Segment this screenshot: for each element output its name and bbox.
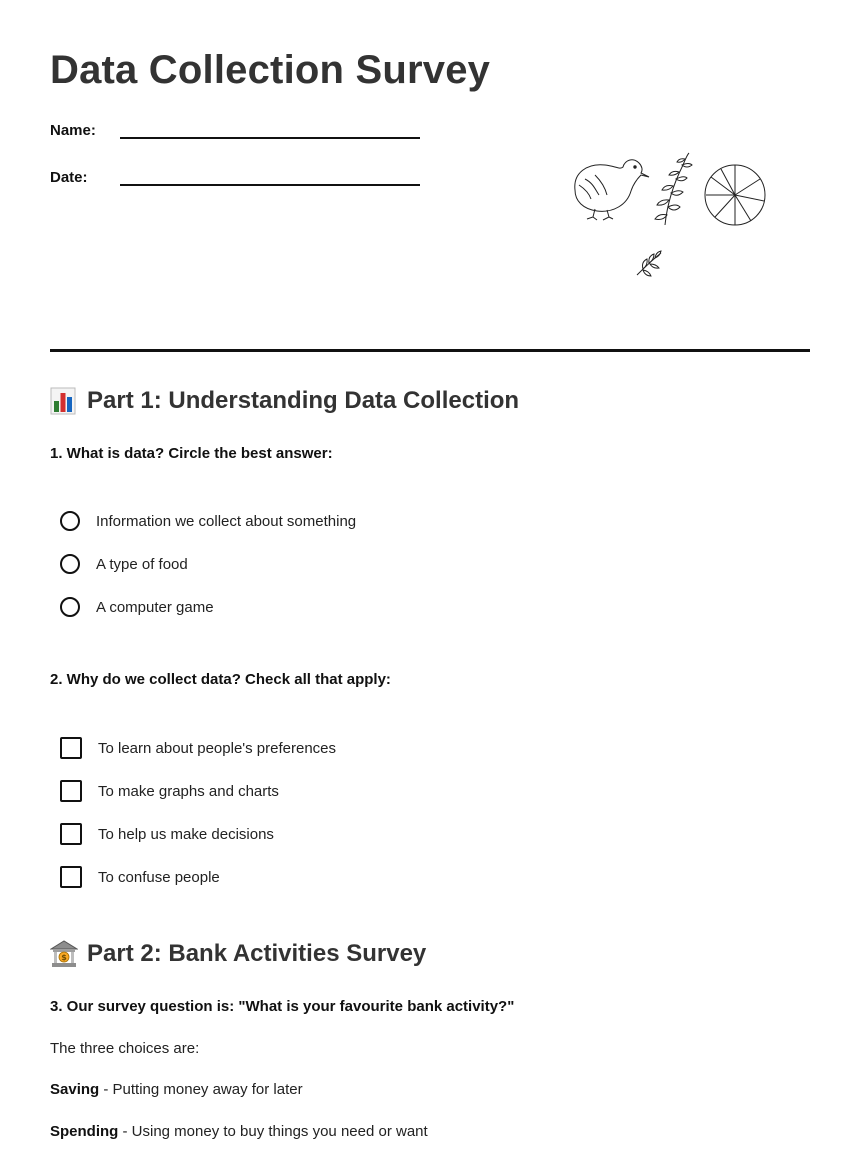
choice-description: - Using money to buy things you need or want [118, 1123, 428, 1140]
bar-chart-icon [50, 387, 78, 415]
question-1: 1. What is data? Circle the best answer: [50, 445, 333, 462]
fern-frond-icon [655, 153, 692, 225]
date-field[interactable] [50, 169, 120, 186]
q2-option-label: To learn about people's preferences [98, 739, 337, 757]
bank-icon [50, 940, 78, 968]
svg-text:$: $ [61, 953, 67, 962]
date-input-line[interactable] [120, 184, 420, 186]
q2-option[interactable] [60, 737, 336, 759]
q2-option-label: To help us make decisions [98, 825, 274, 843]
q2-option[interactable] [60, 823, 274, 845]
question-2: 2. Why do we collect data? Check all that apply: [50, 671, 391, 688]
q1-option[interactable] [60, 554, 188, 574]
choice-term: Spending [50, 1123, 119, 1140]
q1-option[interactable] [60, 597, 214, 617]
name-input-line[interactable] [120, 137, 420, 139]
page-title: Data Collection Survey [50, 48, 491, 92]
checkbox[interactable] [60, 823, 82, 845]
q2-option-label: To make graphs and charts [98, 782, 279, 800]
name-label: Name: [50, 122, 96, 139]
pie-chart-icon [705, 165, 765, 225]
part1-heading-text: Part 1: Understanding Data Collection [87, 387, 520, 414]
q2-option[interactable] [60, 866, 220, 888]
checkbox[interactable] [60, 866, 82, 888]
q2-option[interactable] [60, 780, 279, 802]
date-label: Date: [50, 169, 88, 186]
radio-circle[interactable] [60, 554, 80, 574]
question-3: 3. Our survey question is: "What is your favourite bank activity?" [50, 998, 515, 1015]
choice-item [50, 1081, 303, 1098]
name-field[interactable] [50, 122, 120, 139]
q1-option[interactable] [60, 511, 356, 531]
q1-option-label: A type of food [96, 555, 188, 573]
kiwi-bird-icon [575, 160, 649, 220]
checkbox[interactable] [60, 737, 82, 759]
radio-circle[interactable] [60, 597, 80, 617]
choice-description: - Putting money away for later [99, 1081, 303, 1098]
checkbox[interactable] [60, 780, 82, 802]
q1-option-label: Information we collect about something [96, 512, 357, 530]
leaf-sprig-icon [637, 251, 661, 276]
choice-term: Saving [50, 1081, 100, 1098]
part2-heading-text: Part 2: Bank Activities Survey [87, 940, 427, 967]
choice-item [50, 1123, 428, 1140]
part1-heading [50, 387, 519, 415]
q2-option-label: To confuse people [98, 868, 220, 886]
q1-option-label: A computer game [96, 598, 214, 616]
section-divider [50, 349, 810, 352]
illustrations [565, 145, 775, 285]
radio-circle[interactable] [60, 511, 80, 531]
choices-intro: The three choices are: [50, 1040, 200, 1057]
part2-heading [50, 940, 426, 968]
